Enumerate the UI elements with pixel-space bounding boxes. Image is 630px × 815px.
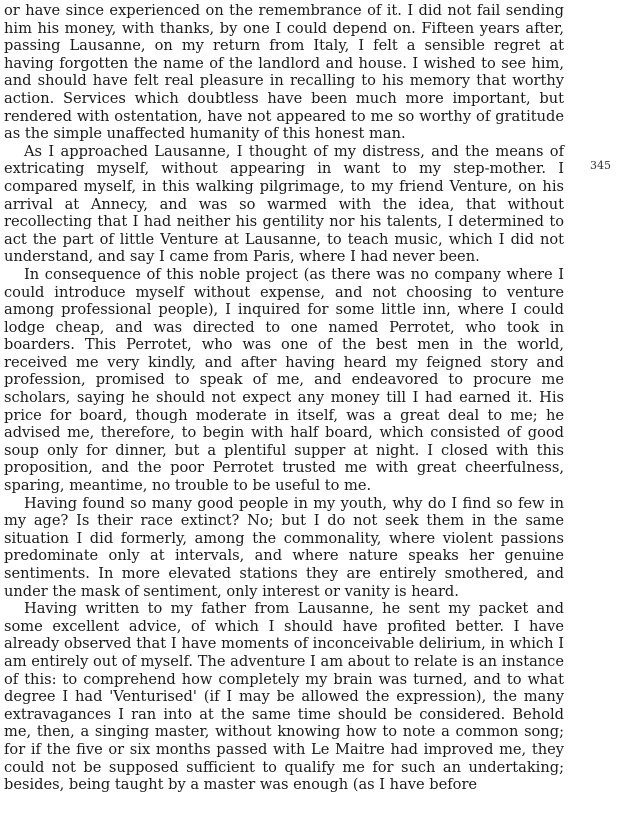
paragraph-2: As I approached Lausanne, I thought of my distress, and the means of extricating myself, without appearing in want to my step-mother. I compared myself, in this walking pilgrimage, to my friend Venture, on his arrival at Annecy, and was so warmed with the idea, that without recollecting that I had neither his gentility nor his talents, I determined to act the part of little Venture at Lausanne, to teach music, which I did not understand, and say I came from Paris, where I had never been. (4, 142, 564, 266)
paragraph-3: In consequence of this noble project (as there was no company where I could introduce myself without expense, and not choosing to venture among professional people), I inquired for some little inn, where I could lodge cheap, and was directed to one named Perrotet, who took in boarders. This Perrotet, who was one of the best men in the world, received me very kindly, and after having heard my feigned story and profession, promised to speak of me, and endeavored to procure me scholars, saying he should not expect any money till I had earned it. His price for board, though moderate in itself, was a great deal to me; he advised me, therefore, to begin with half board, which consisted of good soup only for dinner, but a plentiful supper at night. I closed with this proposition, and the poor Perrotet trusted me with great cheerfulness, sparing, meantime, no trouble to be useful to me. (4, 265, 564, 495)
paragraph-4: Having found so many good people in my youth, why do I find so few in my age? Is their race extinct? No; but I do not seek them in the same situation I did formerly, among the commonality, where violent passions predominate only at intervals, and where nature speaks her genuine sentiments. In more elevated stations they are entirely smothered, and under the mask of sentiment, only interest or vanity is heard. (4, 494, 564, 600)
paragraph-5: Having written to my father from Lausanne, he sent my packet and some excellent advice, of which I should have profited better. I have already observed that I have moments of inconceivable delirium, in which I am entirely out of myself. The adventure I am about to relate is an instance of this: to comprehend how completely my brain was turned, and to what degree I had 'Venturised' (if I may be allowed the expression), the many extravagances I ran into at the same time should be considered. Behold me, then, a singing master, without knowing how to note a common song; for if the five or six months passed with Le Maitre had improved me, they could not be supposed sufficient to qualify me for such an undertaking; besides, being taught by a master was enough (as I have before (4, 600, 564, 794)
page-number: 345 (590, 159, 611, 172)
body-text (4, 2, 564, 794)
paragraph-1: or have since experienced on the remembrance of it. I did not fail sending him his money, with thanks, by one I could depend on. Fifteen years after, passing Lausanne, on my return from Italy, I felt a sensible regret at having forgotten the name of the landlord and house. I wished to see him, and should have felt real pleasure in recalling to his memory that worthy action. Services which doubtless have been much more important, but rendered with ostentation, have not appeared to me so worthy of gratitude as the simple unaffected humanity of this honest man. (4, 2, 564, 143)
